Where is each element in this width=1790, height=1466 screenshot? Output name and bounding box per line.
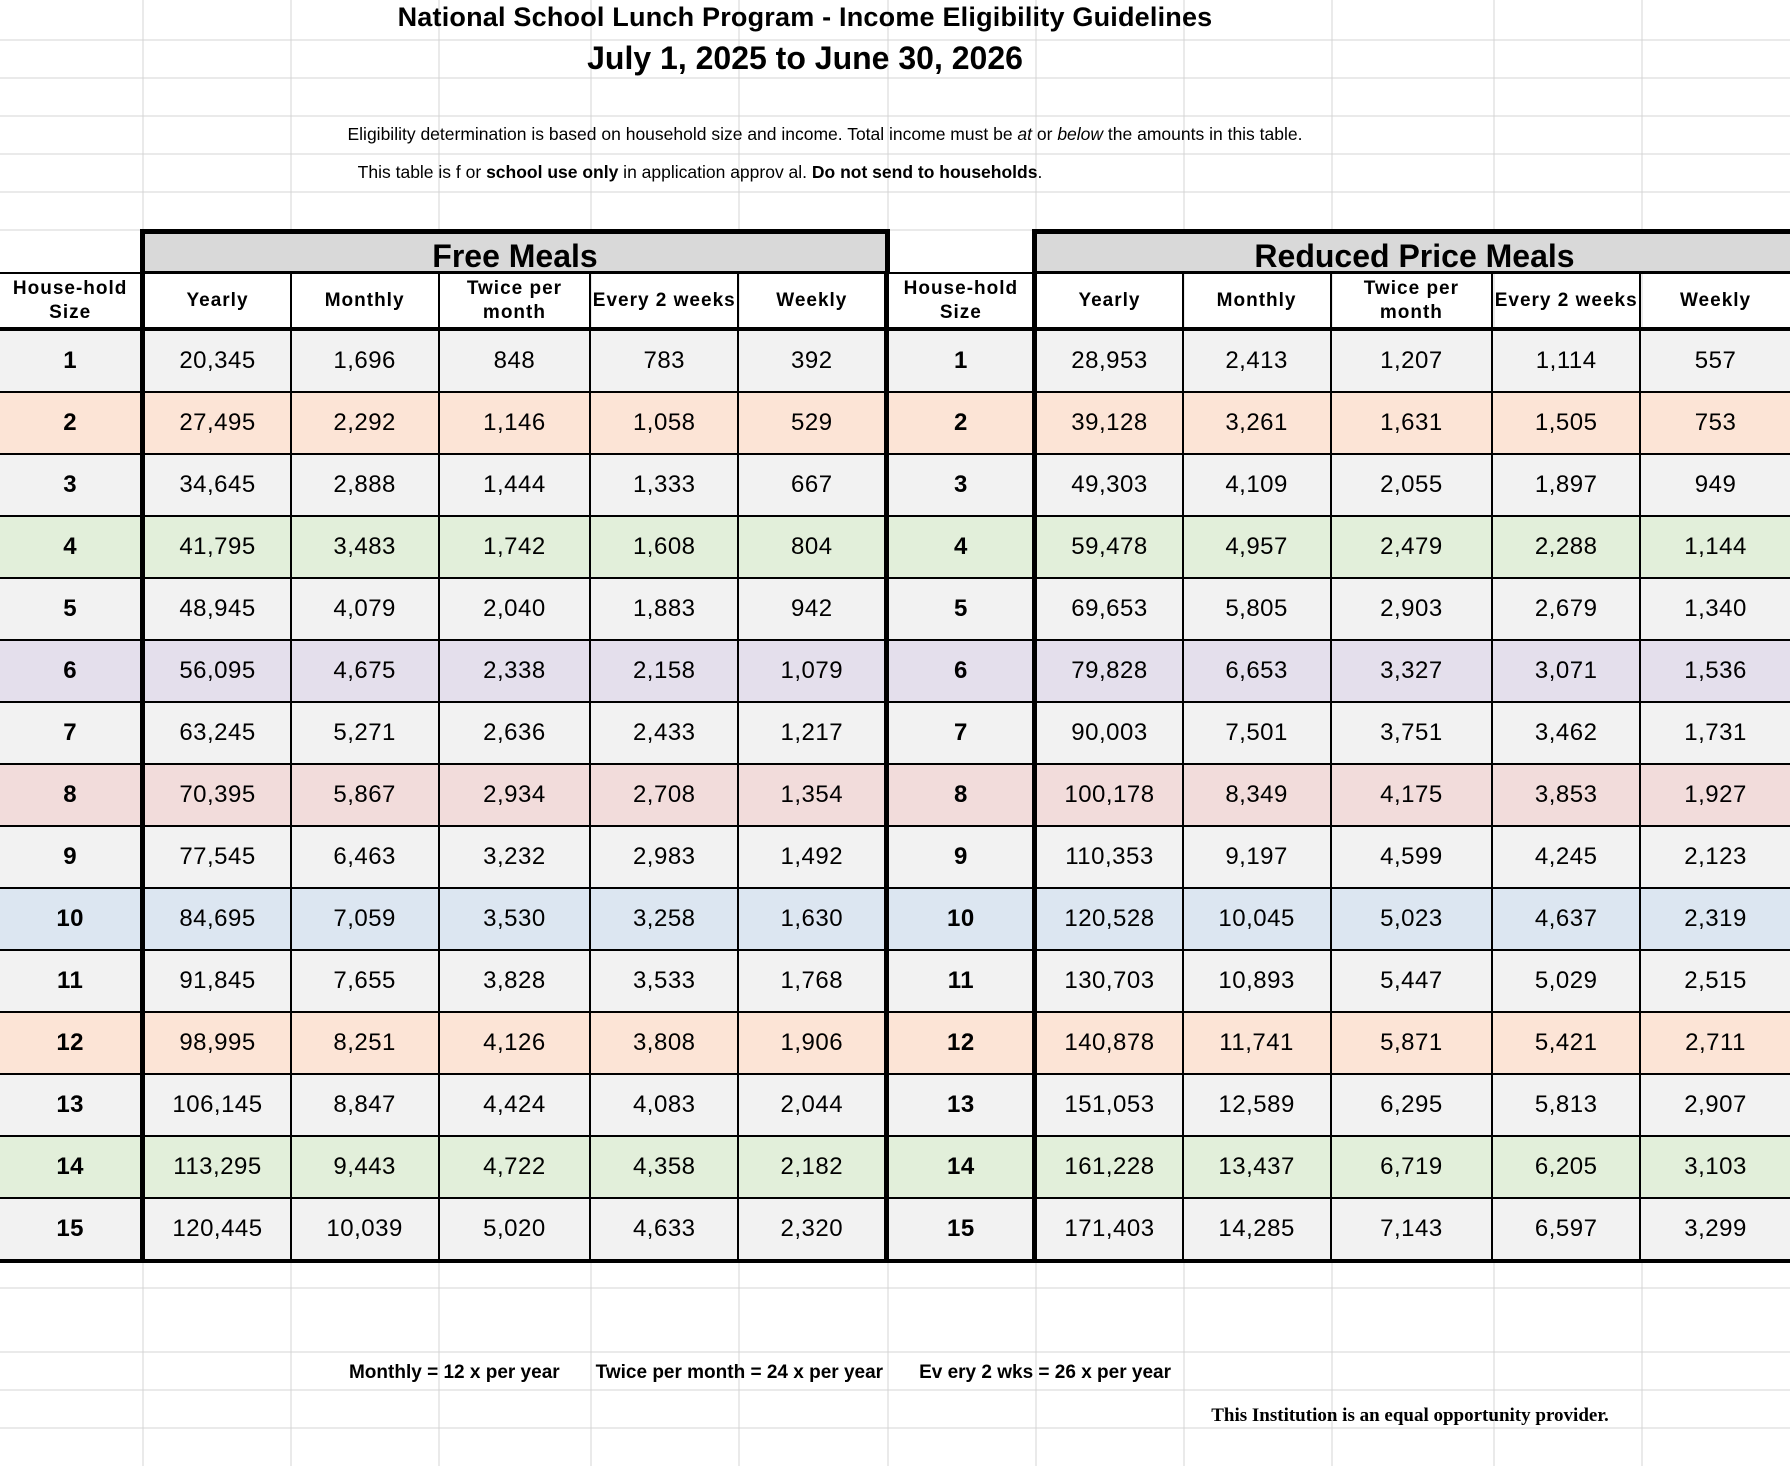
date-range: July 1, 2025 to June 30, 2026	[587, 40, 1023, 76]
reduced-twice-per-month-cell: 5,447	[1331, 950, 1493, 1012]
reduced-yearly-cell: 39,128	[1035, 392, 1183, 454]
free-twice-per-month-cell: 1,146	[439, 392, 591, 454]
equal-opportunity-statement: This Institution is an equal opportunity provider.	[1211, 1405, 1609, 1426]
reduced-every-2-weeks-cell: 5,813	[1492, 1074, 1640, 1136]
instruction-text-or: or	[1032, 124, 1058, 144]
reduced-household-size-cell: 3	[887, 454, 1035, 516]
reduced-twice-per-month-cell: 3,327	[1331, 640, 1493, 702]
reduced-yearly-cell: 69,653	[1035, 578, 1183, 640]
reduced-monthly-cell: 10,893	[1183, 950, 1331, 1012]
free-household-size-cell: 12	[0, 1012, 143, 1074]
page-title: National School Lunch Program - Income Eligibility Guidelines	[397, 2, 1213, 32]
free-weekly-cell: 2,182	[738, 1136, 887, 1198]
table-row	[0, 1136, 1790, 1198]
reduced-twice-per-month-cell: 5,023	[1331, 888, 1493, 950]
table-row	[0, 578, 1790, 640]
free-household-size-cell: 6	[0, 640, 143, 702]
reduced-yearly-cell: 161,228	[1035, 1136, 1183, 1198]
free-weekly-cell: 2,044	[738, 1074, 887, 1136]
reduced-twice-per-month-cell: 2,479	[1331, 516, 1493, 578]
reduced-household-size-cell: 11	[887, 950, 1035, 1012]
eligibility-table	[0, 272, 1790, 1263]
reduced-twice-per-month-cell: 6,719	[1331, 1136, 1493, 1198]
school-use-instruction	[0, 162, 1400, 183]
free-twice-per-month-header: Twice per month	[439, 273, 591, 329]
free-every-2-weeks-cell: 2,433	[590, 702, 738, 764]
free-weekly-cell: 1,906	[738, 1012, 887, 1074]
reduced-twice-per-month-cell: 6,295	[1331, 1074, 1493, 1136]
reduced-household-size-cell: 13	[887, 1074, 1035, 1136]
free-household-size-cell: 11	[0, 950, 143, 1012]
reduced-monthly-cell: 6,653	[1183, 640, 1331, 702]
free-household-size-cell: 14	[0, 1136, 143, 1198]
free-every-2-weeks-cell: 3,533	[590, 950, 738, 1012]
reduced-monthly-cell: 8,349	[1183, 764, 1331, 826]
free-twice-per-month-cell: 4,126	[439, 1012, 591, 1074]
reduced-weekly-cell: 2,123	[1640, 826, 1790, 888]
free-yearly-cell: 106,145	[143, 1074, 291, 1136]
reduced-every-2-weeks-cell: 2,288	[1492, 516, 1640, 578]
reduced-monthly-cell: 4,957	[1183, 516, 1331, 578]
table-row	[0, 764, 1790, 826]
free-household-size-cell: 7	[0, 702, 143, 764]
free-yearly-cell: 63,245	[143, 702, 291, 764]
reduced-every-2-weeks-cell: 3,853	[1492, 764, 1640, 826]
free-household-size-header: House-hold Size	[0, 273, 143, 329]
reduced-every-2-weeks-cell: 6,597	[1492, 1198, 1640, 1261]
reduced-monthly-cell: 14,285	[1183, 1198, 1331, 1261]
table-row	[0, 392, 1790, 454]
free-yearly-cell: 41,795	[143, 516, 291, 578]
table-row	[0, 454, 1790, 516]
free-household-size-cell: 10	[0, 888, 143, 950]
reduced-household-size-cell: 1	[887, 329, 1035, 392]
free-weekly-cell: 1,492	[738, 826, 887, 888]
reduced-monthly-cell: 5,805	[1183, 578, 1331, 640]
reduced-every-2-weeks-cell: 6,205	[1492, 1136, 1640, 1198]
table-row	[0, 950, 1790, 1012]
table-row	[0, 702, 1790, 764]
free-weekly-cell: 942	[738, 578, 887, 640]
reduced-weekly-cell: 1,731	[1640, 702, 1790, 764]
reduced-weekly-cell: 1,340	[1640, 578, 1790, 640]
free-twice-per-month-cell: 1,742	[439, 516, 591, 578]
free-weekly-header: Weekly	[738, 273, 887, 329]
free-household-size-cell: 5	[0, 578, 143, 640]
reduced-yearly-cell: 28,953	[1035, 329, 1183, 392]
free-every-2-weeks-cell: 4,633	[590, 1198, 738, 1261]
free-weekly-cell: 667	[738, 454, 887, 516]
reduced-monthly-cell: 9,197	[1183, 826, 1331, 888]
free-every-2-weeks-cell: 4,083	[590, 1074, 738, 1136]
reduced-household-size-cell: 2	[887, 392, 1035, 454]
free-twice-per-month-cell: 3,828	[439, 950, 591, 1012]
instruction-emphasis-at: at	[1017, 124, 1033, 144]
table-row	[0, 826, 1790, 888]
reduced-household-size-cell: 8	[887, 764, 1035, 826]
reduced-monthly-header: Monthly	[1183, 273, 1331, 329]
reduced-weekly-cell: 2,515	[1640, 950, 1790, 1012]
reduced-every-2-weeks-cell: 4,245	[1492, 826, 1640, 888]
reduced-weekly-cell: 1,927	[1640, 764, 1790, 826]
reduced-every-2-weeks-cell: 1,505	[1492, 392, 1640, 454]
free-twice-per-month-cell: 848	[439, 329, 591, 392]
free-twice-per-month-cell: 2,040	[439, 578, 591, 640]
reduced-yearly-header: Yearly	[1035, 273, 1183, 329]
free-twice-per-month-cell: 2,934	[439, 764, 591, 826]
reduced-yearly-cell: 140,878	[1035, 1012, 1183, 1074]
reduced-yearly-cell: 120,528	[1035, 888, 1183, 950]
free-every-2-weeks-cell: 3,258	[590, 888, 738, 950]
free-weekly-cell: 1,217	[738, 702, 887, 764]
free-every-2-weeks-cell: 1,058	[590, 392, 738, 454]
reduced-yearly-cell: 110,353	[1035, 826, 1183, 888]
monthly-formula: Monthly = 12 x per year	[348, 1362, 560, 1383]
reduced-monthly-cell: 12,589	[1183, 1074, 1331, 1136]
free-monthly-cell: 6,463	[291, 826, 439, 888]
free-yearly-cell: 91,845	[143, 950, 291, 1012]
free-yearly-cell: 84,695	[143, 888, 291, 950]
free-household-size-cell: 4	[0, 516, 143, 578]
reduced-household-size-cell: 15	[887, 1198, 1035, 1261]
free-twice-per-month-cell: 5,020	[439, 1198, 591, 1261]
free-every-2-weeks-cell: 783	[590, 329, 738, 392]
reduced-every-2-weeks-cell: 1,114	[1492, 329, 1640, 392]
reduced-weekly-cell: 2,319	[1640, 888, 1790, 950]
free-every-2-weeks-cell: 3,808	[590, 1012, 738, 1074]
reduced-weekly-cell: 3,103	[1640, 1136, 1790, 1198]
free-monthly-cell: 8,847	[291, 1074, 439, 1136]
column-header-row	[0, 273, 1790, 329]
reduced-weekly-cell: 753	[1640, 392, 1790, 454]
free-household-size-cell: 9	[0, 826, 143, 888]
free-twice-per-month-cell: 3,232	[439, 826, 591, 888]
table-row	[0, 329, 1790, 392]
free-yearly-cell: 120,445	[143, 1198, 291, 1261]
free-monthly-cell: 7,059	[291, 888, 439, 950]
reduced-household-size-cell: 14	[887, 1136, 1035, 1198]
free-yearly-cell: 34,645	[143, 454, 291, 516]
reduced-monthly-cell: 7,501	[1183, 702, 1331, 764]
reduced-twice-per-month-cell: 4,175	[1331, 764, 1493, 826]
reduced-every-2-weeks-cell: 5,029	[1492, 950, 1640, 1012]
reduced-monthly-cell: 3,261	[1183, 392, 1331, 454]
free-monthly-cell: 2,888	[291, 454, 439, 516]
free-monthly-cell: 2,292	[291, 392, 439, 454]
reduced-every-2-weeks-cell: 3,071	[1492, 640, 1640, 702]
table-row	[0, 640, 1790, 702]
reduced-monthly-cell: 4,109	[1183, 454, 1331, 516]
reduced-household-size-cell: 6	[887, 640, 1035, 702]
table-row	[0, 516, 1790, 578]
reduced-twice-per-month-cell: 2,055	[1331, 454, 1493, 516]
reduced-household-size-cell: 9	[887, 826, 1035, 888]
reduced-weekly-cell: 1,536	[1640, 640, 1790, 702]
free-yearly-cell: 98,995	[143, 1012, 291, 1074]
eligibility-instruction	[0, 124, 1650, 145]
free-monthly-cell: 9,443	[291, 1136, 439, 1198]
free-yearly-cell: 27,495	[143, 392, 291, 454]
free-every-2-weeks-cell: 1,608	[590, 516, 738, 578]
reduced-yearly-cell: 90,003	[1035, 702, 1183, 764]
reduced-yearly-cell: 100,178	[1035, 764, 1183, 826]
free-monthly-cell: 5,867	[291, 764, 439, 826]
free-twice-per-month-cell: 4,424	[439, 1074, 591, 1136]
free-every-2-weeks-header: Every 2 weeks	[590, 273, 738, 329]
free-twice-per-month-cell: 2,636	[439, 702, 591, 764]
free-household-size-cell: 13	[0, 1074, 143, 1136]
reduced-every-2-weeks-cell: 3,462	[1492, 702, 1640, 764]
reduced-weekly-cell: 1,144	[1640, 516, 1790, 578]
reduced-household-size-cell: 7	[887, 702, 1035, 764]
free-yearly-cell: 56,095	[143, 640, 291, 702]
twice-per-month-formula: Twice per month = 24 x per year	[595, 1362, 884, 1383]
free-monthly-cell: 3,483	[291, 516, 439, 578]
reduced-household-size-cell: 12	[887, 1012, 1035, 1074]
free-weekly-cell: 1,768	[738, 950, 887, 1012]
free-yearly-header: Yearly	[143, 273, 291, 329]
free-weekly-cell: 2,320	[738, 1198, 887, 1261]
instruction-emphasis-below: below	[1057, 124, 1104, 144]
reduced-yearly-cell: 79,828	[1035, 640, 1183, 702]
free-every-2-weeks-cell: 4,358	[590, 1136, 738, 1198]
free-yearly-cell: 113,295	[143, 1136, 291, 1198]
reduced-weekly-cell: 557	[1640, 329, 1790, 392]
free-household-size-cell: 1	[0, 329, 143, 392]
reduced-monthly-cell: 13,437	[1183, 1136, 1331, 1198]
free-twice-per-month-cell: 4,722	[439, 1136, 591, 1198]
reduced-monthly-cell: 11,741	[1183, 1012, 1331, 1074]
free-twice-per-month-cell: 1,444	[439, 454, 591, 516]
free-monthly-cell: 5,271	[291, 702, 439, 764]
reduced-monthly-cell: 10,045	[1183, 888, 1331, 950]
free-twice-per-month-cell: 3,530	[439, 888, 591, 950]
school-use-only: school use only	[486, 162, 619, 182]
free-monthly-cell: 8,251	[291, 1012, 439, 1074]
reduced-yearly-cell: 59,478	[1035, 516, 1183, 578]
free-monthly-cell: 7,655	[291, 950, 439, 1012]
reduced-twice-per-month-cell: 3,751	[1331, 702, 1493, 764]
free-every-2-weeks-cell: 2,708	[590, 764, 738, 826]
free-monthly-cell: 1,696	[291, 329, 439, 392]
reduced-household-size-cell: 10	[887, 888, 1035, 950]
free-every-2-weeks-cell: 1,333	[590, 454, 738, 516]
reduced-weekly-cell: 3,299	[1640, 1198, 1790, 1261]
reduced-yearly-cell: 151,053	[1035, 1074, 1183, 1136]
reduced-household-size-cell: 5	[887, 578, 1035, 640]
reduced-twice-per-month-cell: 5,871	[1331, 1012, 1493, 1074]
reduced-every-2-weeks-header: Every 2 weeks	[1492, 273, 1640, 329]
reduced-yearly-cell: 171,403	[1035, 1198, 1183, 1261]
reduced-twice-per-month-cell: 1,207	[1331, 329, 1493, 392]
do-not-send-notice: Do not send to households	[811, 162, 1038, 182]
reduced-weekly-cell: 949	[1640, 454, 1790, 516]
reduced-weekly-header: Weekly	[1640, 273, 1790, 329]
reduced-yearly-cell: 49,303	[1035, 454, 1183, 516]
instruction-text-1: Eligibility determination is based on household size and income. Total income must be	[347, 124, 1018, 144]
free-every-2-weeks-cell: 2,158	[590, 640, 738, 702]
school-use-text-1: This table is f or	[357, 162, 487, 182]
reduced-monthly-cell: 2,413	[1183, 329, 1331, 392]
free-household-size-cell: 15	[0, 1198, 143, 1261]
reduced-twice-per-month-cell: 1,631	[1331, 392, 1493, 454]
reduced-weekly-cell: 2,907	[1640, 1074, 1790, 1136]
free-twice-per-month-cell: 2,338	[439, 640, 591, 702]
free-every-2-weeks-cell: 2,983	[590, 826, 738, 888]
free-weekly-cell: 529	[738, 392, 887, 454]
free-yearly-cell: 77,545	[143, 826, 291, 888]
reduced-twice-per-month-cell: 4,599	[1331, 826, 1493, 888]
free-every-2-weeks-cell: 1,883	[590, 578, 738, 640]
free-weekly-cell: 804	[738, 516, 887, 578]
reduced-weekly-cell: 2,711	[1640, 1012, 1790, 1074]
reduced-every-2-weeks-cell: 5,421	[1492, 1012, 1640, 1074]
school-use-text-end: .	[1037, 162, 1043, 182]
table-row	[0, 1012, 1790, 1074]
free-weekly-cell: 392	[738, 329, 887, 392]
reduced-price-meals-header: Reduced Price Meals	[1032, 229, 1790, 273]
reduced-household-size-header: House-hold Size	[887, 273, 1035, 329]
free-household-size-cell: 8	[0, 764, 143, 826]
free-monthly-header: Monthly	[291, 273, 439, 329]
free-weekly-cell: 1,630	[738, 888, 887, 950]
free-weekly-cell: 1,354	[738, 764, 887, 826]
free-household-size-cell: 3	[0, 454, 143, 516]
free-weekly-cell: 1,079	[738, 640, 887, 702]
free-monthly-cell: 4,079	[291, 578, 439, 640]
reduced-yearly-cell: 130,703	[1035, 950, 1183, 1012]
every-2-weeks-formula: Ev ery 2 wks = 26 x per year	[919, 1362, 1171, 1383]
reduced-every-2-weeks-cell: 1,897	[1492, 454, 1640, 516]
school-use-text-2: in application approv al.	[618, 162, 812, 182]
free-meals-header: Free Meals	[140, 229, 890, 273]
free-yearly-cell: 20,345	[143, 329, 291, 392]
free-yearly-cell: 70,395	[143, 764, 291, 826]
reduced-every-2-weeks-cell: 4,637	[1492, 888, 1640, 950]
free-household-size-cell: 2	[0, 392, 143, 454]
reduced-twice-per-month-header: Twice per month	[1331, 273, 1493, 329]
instruction-text-end: the amounts in this table.	[1103, 124, 1303, 144]
table-row	[0, 1074, 1790, 1136]
free-monthly-cell: 4,675	[291, 640, 439, 702]
reduced-twice-per-month-cell: 2,903	[1331, 578, 1493, 640]
pay-frequency-formulas	[0, 1362, 1520, 1384]
table-row	[0, 888, 1790, 950]
free-monthly-cell: 10,039	[291, 1198, 439, 1261]
reduced-household-size-cell: 4	[887, 516, 1035, 578]
reduced-every-2-weeks-cell: 2,679	[1492, 578, 1640, 640]
table-row	[0, 1198, 1790, 1261]
free-yearly-cell: 48,945	[143, 578, 291, 640]
reduced-twice-per-month-cell: 7,143	[1331, 1198, 1493, 1261]
